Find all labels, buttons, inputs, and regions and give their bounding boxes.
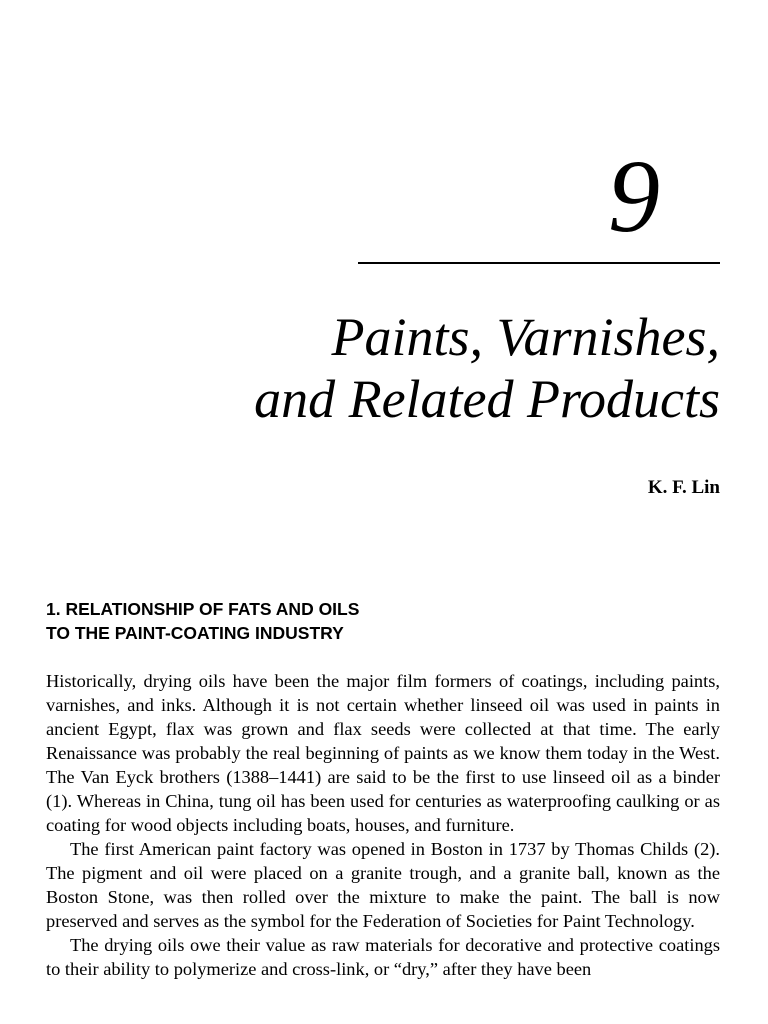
chapter-number: 9 [608, 139, 660, 254]
body-paragraph-2: The first American paint factory was opened in Boston in 1737 by Thomas Childs (2). The pigment and oil were placed on a granite trough, and a granite ball, known as the Boston Stone, was then rolled over the mixture to make the paint. The ball is now preserved and serves as the symbol for the Federation of Societies for Paint Technology. [46, 839, 720, 931]
chapter-title [80, 306, 720, 430]
section-heading [46, 597, 726, 645]
chapter-title-line-2: and Related Products [254, 369, 720, 429]
chapter-divider-rule [358, 262, 720, 264]
section-heading-line-2: TO THE PAINT-COATING INDUSTRY [46, 623, 344, 643]
chapter-author: K. F. Lin [647, 477, 720, 498]
section-heading-line-1: 1. RELATIONSHIP OF FATS AND OILS [46, 599, 360, 619]
body-text [46, 669, 720, 981]
chapter-title-line-1: Paints, Varnishes, [331, 307, 720, 367]
body-paragraph-1: Historically, drying oils have been the major film formers of coatings, including paints, varnishes, and inks. Although it is not certain whether linseed oil was used in paints in ancient Egypt, flax was grown and flax seeds were collected at that time. The early Renaissance was probably the real beginning of paints as we know them today in the West. The Van Eyck brothers (1388–1441) are said to be the first to use linseed oil as a binder (1). Whereas in China, tung oil has been used for centuries as waterproofing caulking or as coating for wood objects including boats, houses, and furniture. [46, 671, 720, 835]
body-paragraph-3: The drying oils owe their value as raw materials for decorative and protective coatings to their ability to polymerize and cross-link, or “dry,” after they have been [46, 935, 720, 979]
